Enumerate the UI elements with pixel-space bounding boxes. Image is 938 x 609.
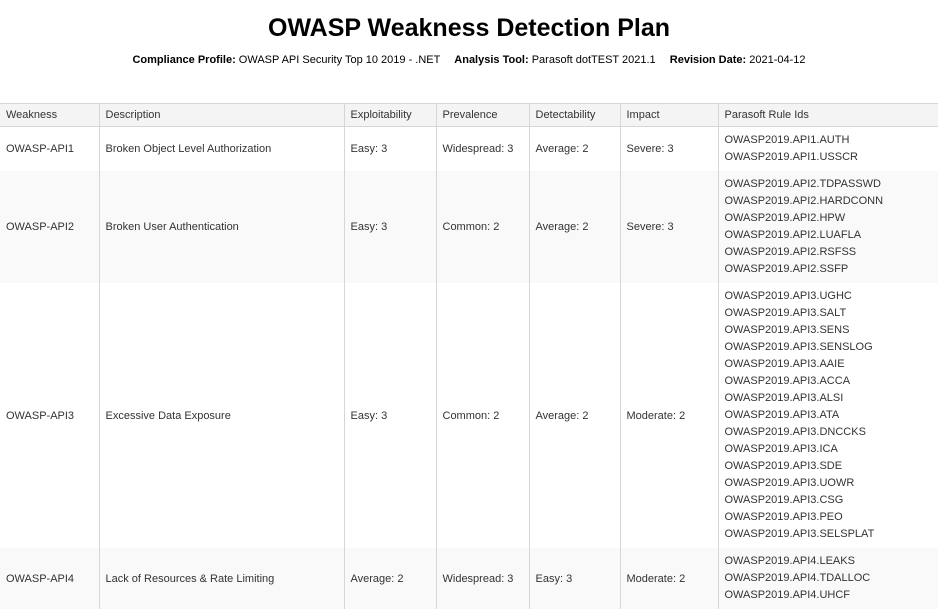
rule-id: OWASP2019.API2.HPW (724, 212, 846, 224)
rule-id: OWASP2019.API3.ALSI (724, 392, 844, 404)
cell-detectability: Average: 2 (529, 283, 620, 548)
cell-weakness: OWASP-API1 (6, 143, 75, 155)
rule-id: OWASP2019.API3.UGHC (724, 290, 852, 302)
rule-id: OWASP2019.API3.CSG (724, 494, 844, 506)
rule-id: OWASP2019.API3.ICA (724, 443, 838, 455)
column-header-description[interactable]: Description (99, 104, 344, 127)
rule-id: OWASP2019.API3.ACCA (724, 375, 851, 387)
rule-id: OWASP2019.API3.SALT (724, 307, 847, 319)
cell-weakness: OWASP-API4 (0, 548, 99, 609)
date-value: 2021-04-12 (749, 54, 806, 66)
cell-prevalence: Common: 2 (436, 283, 529, 548)
column-header-prevalence[interactable]: Prevalence (436, 104, 529, 127)
profile-label: Compliance Profile: (132, 54, 236, 66)
rule-id: OWASP2019.API4.LEAKS (724, 555, 855, 567)
cell-exploitability: Easy: 3 (344, 127, 436, 172)
rule-id: OWASP2019.API1.AUTH (724, 134, 850, 146)
cell-impact: Moderate: 2 (620, 548, 718, 609)
profile-value: OWASP API Security Top 10 2019 - .NET (238, 54, 441, 66)
cell-detectability: Easy: 3 (529, 548, 620, 609)
cell-exploitability: Easy: 3 (344, 171, 436, 283)
cell-impact: Severe: 3 (620, 127, 718, 172)
report-metadata (0, 54, 938, 66)
rule-id: OWASP2019.API4.TDALLOC (724, 572, 871, 584)
rule-id: OWASP2019.API4.UHCF (724, 589, 851, 601)
cell-prevalence: Common: 2 (436, 171, 529, 283)
cell-impact: Severe: 3 (620, 171, 718, 283)
column-header-impact[interactable]: Impact (620, 104, 718, 127)
cell-description: Broken User Authentication (99, 171, 344, 283)
column-header-rule-ids[interactable]: Parasoft Rule Ids (718, 104, 938, 127)
cell-description: Broken Object Level Authorization (99, 127, 344, 172)
cell-rule-ids (718, 171, 938, 283)
rule-id: OWASP2019.API2.LUAFLA (724, 229, 862, 241)
column-header-detectability[interactable]: Detectability (529, 104, 620, 127)
table-row (0, 548, 938, 609)
cell-prevalence: Widespread: 3 (436, 127, 529, 172)
rule-id: OWASP2019.API1.USSCR (724, 151, 858, 163)
column-header-weakness[interactable]: Weakness (0, 104, 99, 127)
rule-id: OWASP2019.API3.DNCCKS (724, 426, 866, 438)
cell-exploitability: Easy: 3 (344, 283, 436, 548)
rule-id: OWASP2019.API3.PEO (724, 511, 843, 523)
rule-id: OWASP2019.API3.SDE (724, 460, 843, 472)
rule-id: OWASP2019.API2.TDPASSWD (724, 178, 881, 190)
rule-id: OWASP2019.API2.HARDCONN (724, 195, 884, 207)
cell-detectability: Average: 2 (529, 171, 620, 283)
cell-weakness: OWASP-API2 (0, 171, 99, 283)
rule-id: OWASP2019.API3.UOWR (724, 477, 855, 489)
column-header-exploitability[interactable]: Exploitability (344, 104, 436, 127)
rule-id: OWASP2019.API2.SSFP (724, 263, 849, 275)
cell-exploitability: Average: 2 (344, 548, 436, 609)
tool-value: Parasoft dotTEST 2021.1 (531, 54, 656, 66)
cell-rule-ids (718, 283, 938, 548)
cell-weakness: OWASP-API3 (6, 409, 75, 422)
rule-id: OWASP2019.API3.SENS (724, 324, 850, 336)
rule-id: OWASP2019.API2.RSFSS (724, 246, 857, 258)
cell-rule-ids (718, 548, 938, 609)
rule-id: OWASP2019.API3.AAIE (724, 358, 845, 370)
cell-impact: Moderate: 2 (620, 283, 718, 548)
tool-label: Analysis Tool: (454, 54, 529, 66)
page-title: OWASP Weakness Detection Plan (268, 14, 670, 42)
cell-detectability: Average: 2 (529, 127, 620, 172)
cell-description: Lack of Resources & Rate Limiting (99, 548, 344, 609)
rule-id: OWASP2019.API3.ATA (724, 409, 840, 421)
table-row (0, 171, 938, 283)
rule-id: OWASP2019.API3.SELSPLAT (724, 528, 875, 540)
date-label: Revision Date: (669, 54, 747, 66)
table-header-row (0, 104, 938, 127)
cell-prevalence: Widespread: 3 (436, 548, 529, 609)
table-row (0, 127, 938, 172)
weakness-table (0, 103, 938, 609)
cell-description: Excessive Data Exposure (99, 283, 344, 548)
cell-rule-ids (718, 127, 938, 172)
table-row (0, 283, 938, 548)
rule-id: OWASP2019.API3.SENSLOG (724, 341, 873, 353)
